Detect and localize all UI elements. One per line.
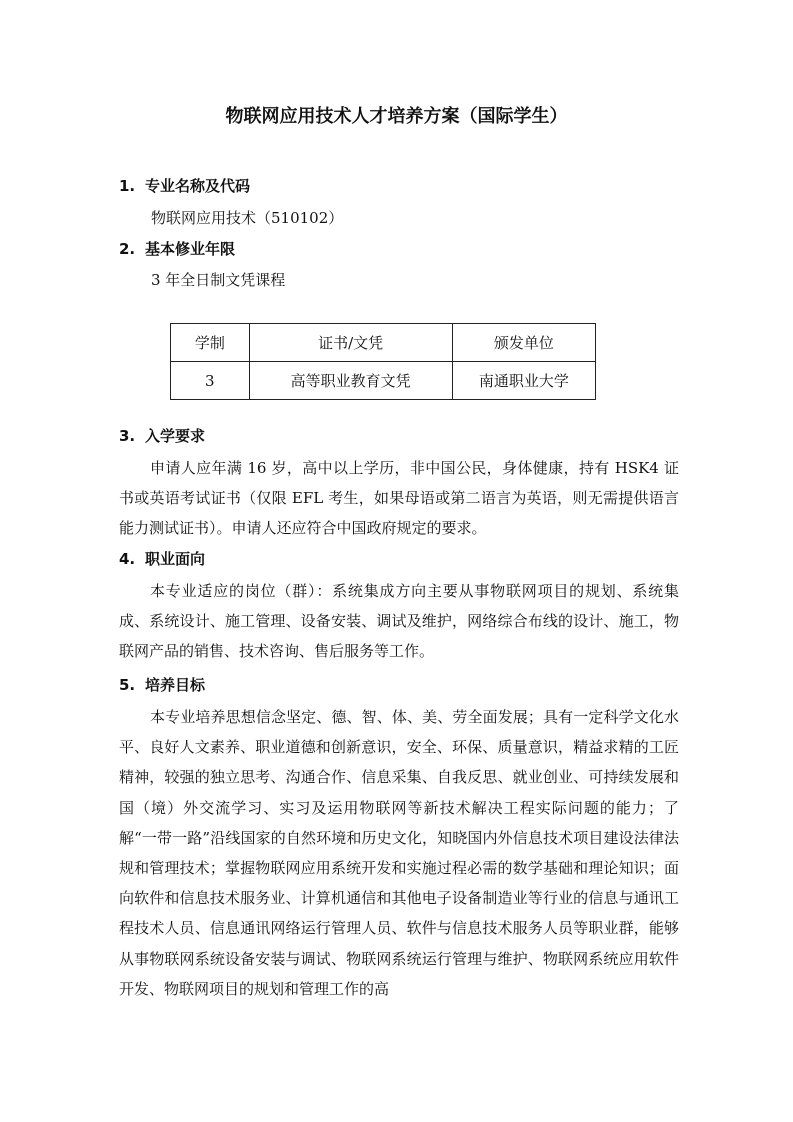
section-title: 职业面向 [145,550,206,568]
section-number: 2. [119,240,136,258]
table-cell: 3 [171,362,250,400]
section-title: 专业名称及代码 [145,177,251,195]
section-title: 入学要求 [145,427,206,445]
objective-paragraph: 本专业培养思想信念坚定、德、智、体、美、劳全面发展；具有一定科学文化水平、良好人文素养、职业道德和创新意识，安全、环保、质量意识，精益求精的工匠精神，较强的独立思考、沟通合作、信息采集、自我反思、就业创业、可持续发展和国（境）外交流学习、实习及运用物联网等新技术解决工程实际问题的能力；了解“一带一路”沿线国家的自然环境和历史文化，知晓国内外信息技术项目建设法律法规和管理技术；掌握物联网应用系统开发和实施过程必需的数学基础和理论知识；面向软件和信息技术服务业、计算机通信和其他电子设备制造业等行业的信息与通讯工程技术人员、信息通讯网络运行管理人员、软件与信息技术服务人员等职业群，能够从事物联网系统设备安装与调试、物联网系统运行管理与维护、物联网系统应用软件开发、物联网项目的规划和管理工作的高 [119,708,679,998]
admission-paragraph: 申请人应年满 16 岁，高中以上学历，非中国公民，身体健康，持有 HSK4 证书或英语考试证书（仅限 EFL 考生，如果母语或第二语言为英语，则无需提供语言能力测试证书）。申请人还应符合中国政府规定的要求。 [119,459,679,538]
section-title: 基本修业年限 [145,240,236,258]
table-header-row [171,324,596,362]
table-header-cell: 颁发单位 [452,324,595,362]
section-heading-5 [119,675,205,695]
section-heading-2 [119,239,235,259]
section-title: 培养目标 [145,676,206,694]
table-header-cell: 证书/文凭 [249,324,452,362]
section-number: 5. [119,676,136,694]
career-paragraph: 本专业适应的岗位（群）：系统集成方向主要从事物联网项目的规划、系统集成、系统设计、施工管理、设备安装、调试及维护，网络综合布线的设计、施工，物联网产品的销售、技术咨询、售后服务等工作。 [119,582,679,661]
diploma-table [170,323,596,400]
section-number: 3. [119,427,136,445]
table-row [171,362,596,400]
section-heading-3 [119,426,205,446]
document-title: 物联网应用技术人才培养方案（国际学生） [225,106,568,127]
major-name-code: 物联网应用技术（510102） [151,209,344,227]
study-duration: 3 年全日制文凭课程 [151,271,286,289]
table-cell: 南通职业大学 [452,362,595,400]
section-heading-1 [119,176,250,196]
section-number: 1. [119,177,136,195]
table-header-cell: 学制 [171,324,250,362]
table-cell: 高等职业教育文凭 [249,362,452,400]
section-heading-4 [119,549,205,569]
section-number: 4. [119,550,136,568]
